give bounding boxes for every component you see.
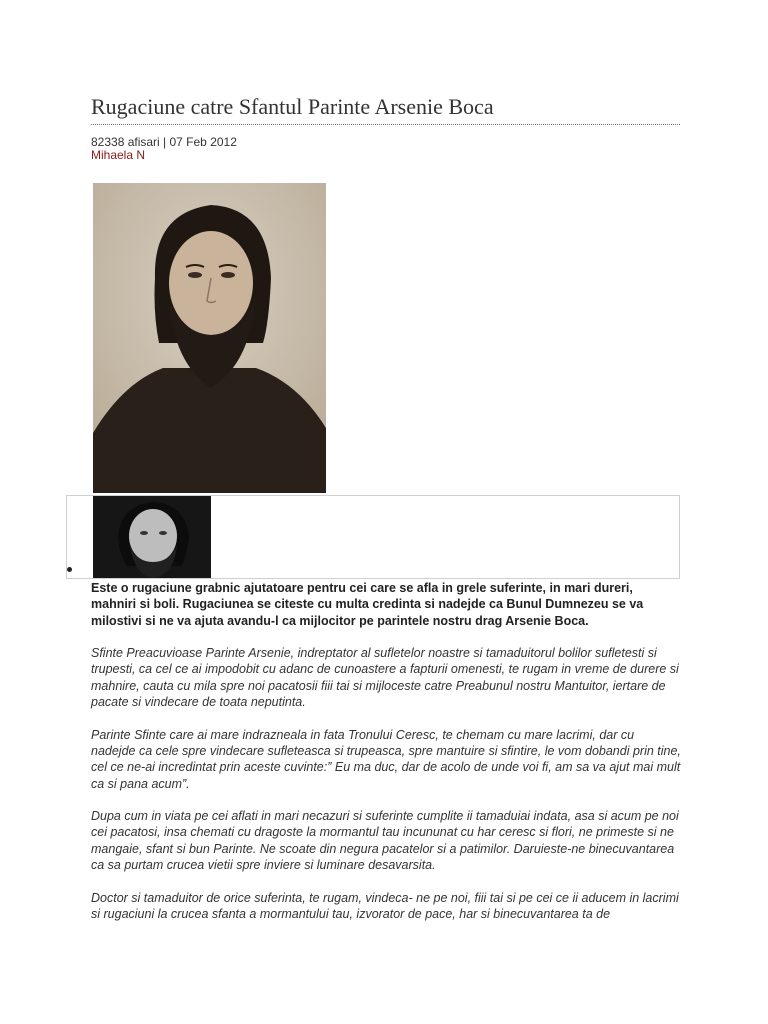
prayer-paragraph-2: Parinte Sfinte care ai mare indrazneala in fata Tronului Ceresc, te chemam cu mare lacrimi, dar cu nadejde ca cele spre vindecare sufleteasca si trupeasca, spre mantuire si sfintire, le vom dobandi prin tine, cel ce ne-ai incredintat prin aceste cuvinte:” Eu ma duc, dar de acolo de unde voi fi, am sa va ajut mai mult ca si pana acum”. [91, 727, 681, 791]
intro-paragraph: Este o rugaciune grabnic ajutatoare pentru cei care se afla in grele suferinte, in mari dureri, mahniri si boli. Rugaciunea se citeste cu multa credinta si nadejde ca Bunul Dumnezeu se va milostivi si ne va ajuta avandu-l ca mijlocitor pe parintele nostru drag Arsenie Boca. [91, 581, 644, 628]
portrait-illustration [93, 183, 326, 493]
prayer-paragraph-1: Sfinte Preacuvioase Parinte Arsenie, indreptator al sufletelor noastre si tamaduitorul bolilor sufletesti si trupesti, ca cel ce ai impodobit cu adanc de cunoastere a fapturii omenesti, te rugam in vreme de durere si mahnire, cauta cu mila spre noi pacatosii fiii tai si mijloceste catre Preabunul nostru Mantuitor, iertare de pacate si vindecare de toata neputinta. [91, 646, 679, 710]
article-body [91, 580, 681, 939]
article-title: Rugaciune catre Sfantul Parinte Arsenie Boca [91, 94, 494, 119]
author-link[interactable]: Mihaela N [91, 148, 146, 162]
article-meta: 82338 afisari | 07 Feb 2012 [91, 135, 237, 149]
prayer-paragraph-4: Doctor si tamaduitor de orice suferinta, te rugam, vindeca- ne pe noi, fiii tai si pe cei ce ii aducem in lacrimi si rugaciuni la crucea sfanta a mormantului tau, izvorator de pace, har si binecuvantarea ta de [91, 890, 679, 921]
image-slider[interactable] [66, 495, 680, 579]
portrait-photo [93, 183, 326, 493]
slider-bullet [67, 567, 72, 572]
prayer-paragraph-3: Dupa cum in viata pe cei aflati in mari necazuri si suferinte cumplite ii tamaduiai indata, asa si acum pe noi cei pacatosi, insa chemati cu dragoste la mormantul tau incununat cu har ceresc si flori, ne primeste si ne mangaie, sfant si bun Parinte. Ne scoate din negura pacatelor si a patimilor. Daruieste-ne binecuvantarea ca sa purtam crucea vietii spre inviere si luminare desavarsita. [91, 809, 679, 873]
thumbnail-illustration [93, 496, 211, 578]
slider-thumbnail[interactable] [93, 496, 211, 578]
title-divider [91, 124, 680, 125]
